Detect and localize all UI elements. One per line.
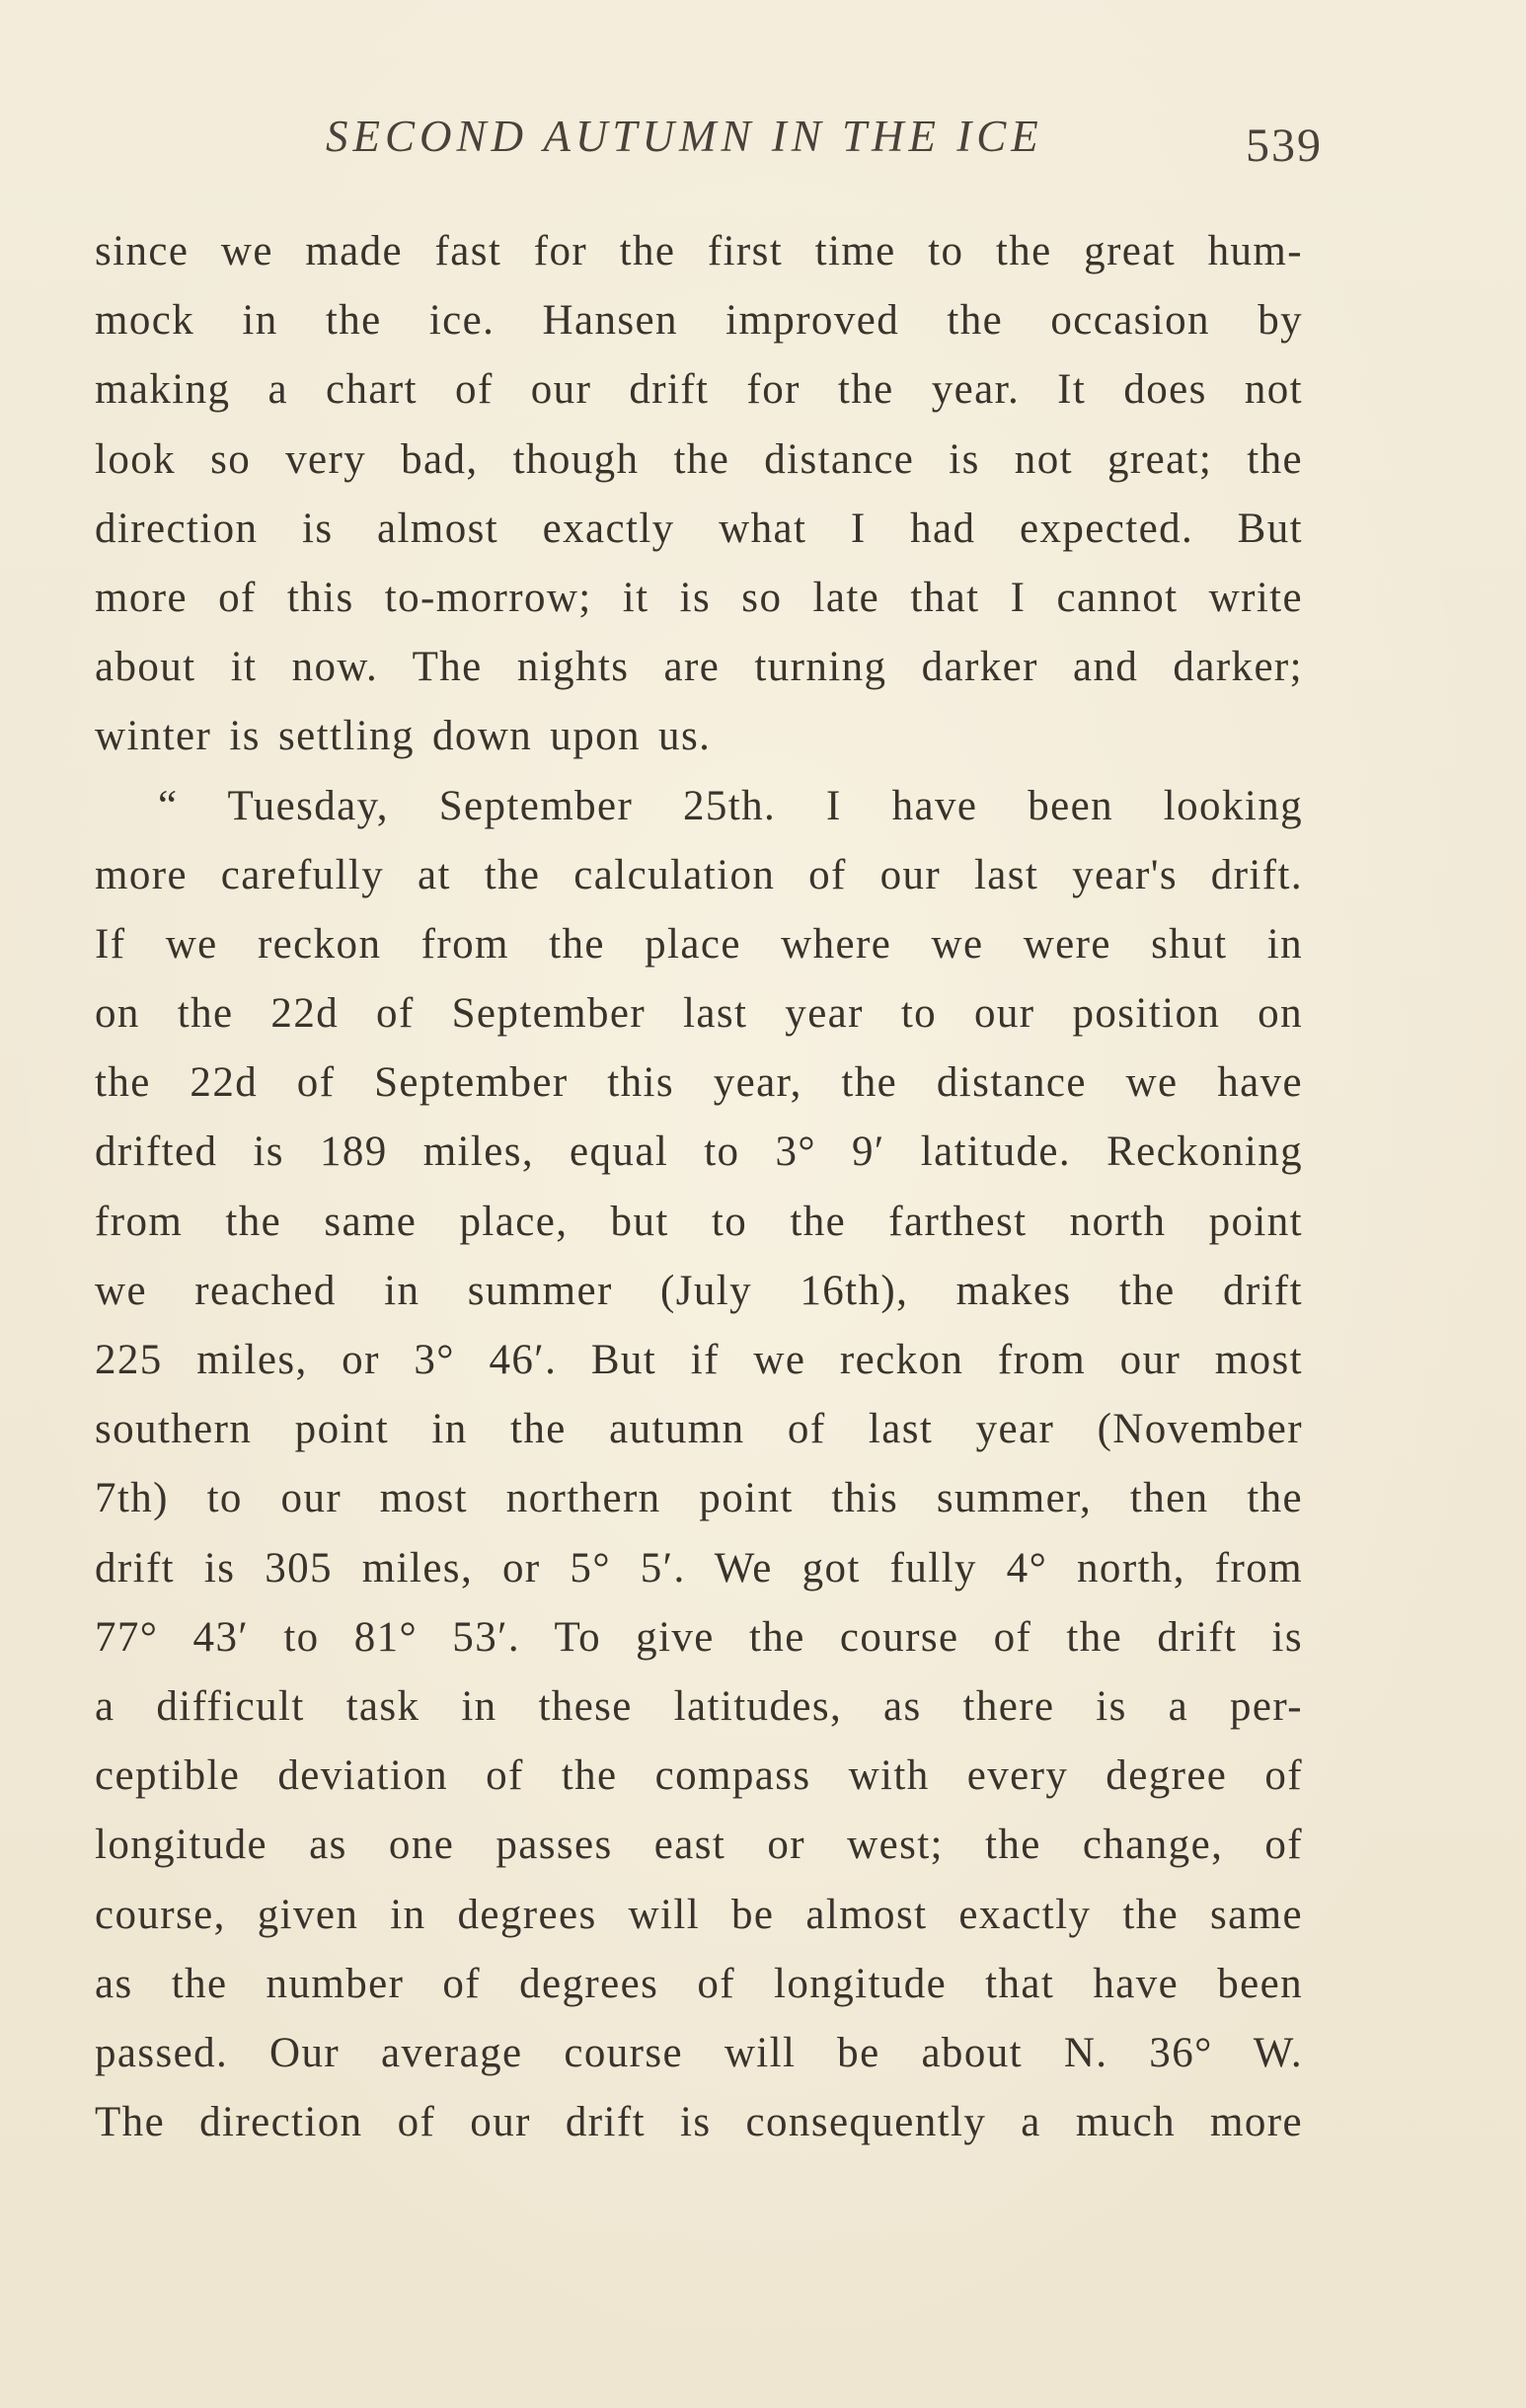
text-line: If we reckon from the place where we were shut in	[95, 920, 1303, 968]
text-line: ceptible deviation of the compass with every degree of	[95, 1752, 1303, 1800]
text-line: winter is settling down upon us.	[95, 713, 712, 760]
text-line: “ Tuesday, September 25th. I have been looking	[158, 782, 1303, 829]
text-line: passed. Our average course will be about N. 36° W.	[95, 2029, 1303, 2076]
text-line: we reached in summer (July 16th), makes the drift	[95, 1267, 1303, 1314]
text-line: 225 miles, or 3° 46′. But if we reckon from our most	[95, 1337, 1303, 1383]
text-line: more carefully at the calculation of our last year's drift.	[95, 851, 1303, 898]
text-line: mock in the ice. Hansen improved the occasion by	[95, 297, 1303, 345]
text-line: southern point in the autumn of last year (November	[95, 1406, 1303, 1453]
text-line: the 22d of September this year, the distance we have	[95, 1059, 1303, 1107]
running-head: SECOND AUTUMN IN THE ICE	[326, 112, 1043, 161]
text-line: about it now. The nights are turning darker and darker;	[95, 644, 1303, 691]
text-line: making a chart of our drift for the year. It does not	[95, 366, 1303, 414]
text-line: on the 22d of September last year to our position on	[95, 990, 1303, 1038]
text-line: from the same place, but to the farthest north point	[95, 1198, 1303, 1245]
text-line: longitude as one passes east or west; the change, of	[95, 1822, 1303, 1869]
text-line: look so very bad, though the distance is not great; the	[95, 435, 1303, 483]
text-line: The direction of our drift is consequently a much more	[95, 2099, 1303, 2146]
text-line: drift is 305 miles, or 5° 5′. We got fully 4° north, from	[95, 1544, 1303, 1592]
body-text	[95, 217, 1303, 2157]
text-line: more of this to-morrow; it is so late that I cannot write	[95, 574, 1303, 621]
text-line: a difficult task in these latitudes, as there is a per-	[95, 1682, 1303, 1730]
text-line: 77° 43′ to 81° 53′. To give the course of the drift is	[95, 1613, 1303, 1661]
text-line: direction is almost exactly what I had expected. But	[95, 505, 1303, 552]
text-line: since we made fast for the first time to the great hum-	[95, 228, 1303, 274]
text-line: course, given in degrees will be almost exactly the same	[95, 1891, 1303, 1938]
text-line: as the number of degrees of longitude that have been	[95, 1960, 1303, 2007]
text-line: 7th) to our most northern point this summer, then the	[95, 1475, 1303, 1522]
page-number: 539	[1246, 119, 1323, 172]
text-line: drifted is 189 miles, equal to 3° 9′ latitude. Reckoning	[95, 1128, 1303, 1176]
